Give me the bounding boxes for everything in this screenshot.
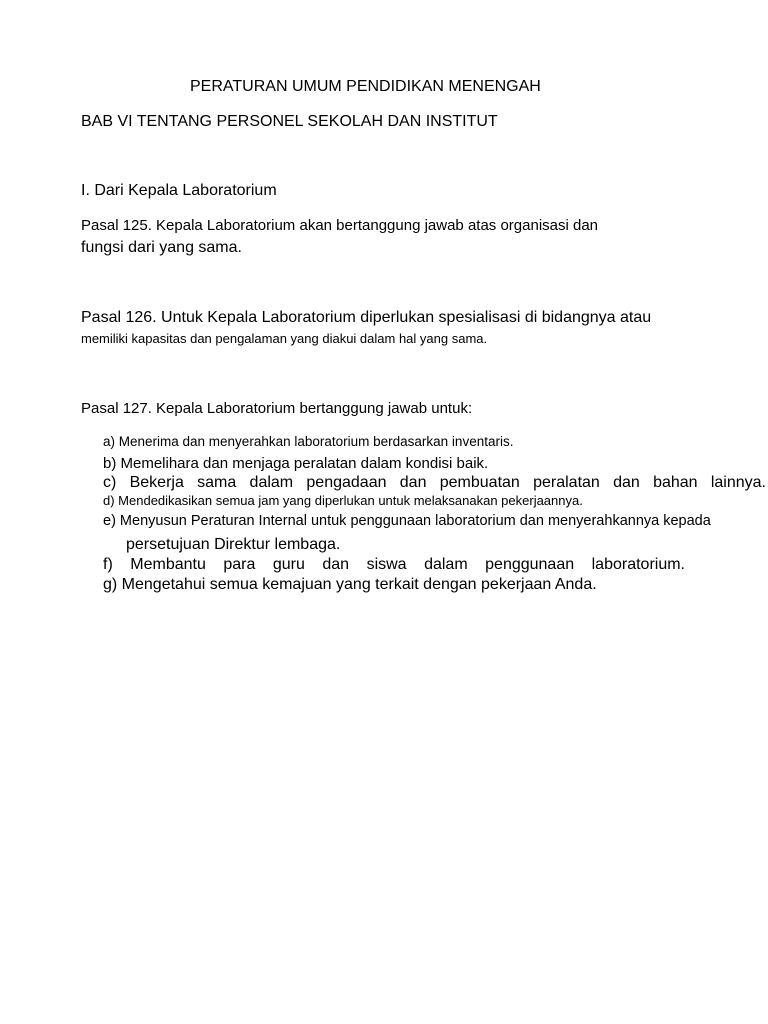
article-126-line-1: Pasal 126. Untuk Kepala Laboratorium diperlukan spesialisasi di bidangnya atau [81, 309, 652, 326]
list-item: f) Membantu para guru dan siswa dalam penggunaan laboratorium. [103, 556, 685, 573]
list-item: d) Mendedikasikan semua jam yang diperlukan untuk melaksanakan pekerjaannya. [103, 493, 583, 508]
list-item: b) Memelihara dan menjaga peralatan dalam kondisi baik. [103, 455, 489, 472]
article-125-line-1: Pasal 125. Kepala Laboratorium akan bertanggung jawab atas organisasi dan [81, 217, 599, 234]
list-item: e) Menyusun Peraturan Internal untuk penggunaan laboratorium dan menyerahkannya kepada [103, 513, 711, 529]
list-item: c) Bekerja sama dalam pengadaan dan pembuatan peralatan dan bahan lainnya. [103, 474, 766, 491]
article-127-intro: Pasal 127. Kepala Laboratorium bertanggung jawab untuk: [81, 400, 473, 417]
list-item-continuation: persetujuan Direktur lembaga. [126, 536, 341, 553]
document-title: PERATURAN UMUM PENDIDIKAN MENENGAH [190, 78, 541, 95]
article-125-line-2: fungsi dari yang sama. [81, 239, 242, 256]
chapter-heading: BAB VI TENTANG PERSONEL SEKOLAH DAN INSTITUT [81, 113, 498, 130]
article-126-line-2: memiliki kapasitas dan pengalaman yang diakui dalam hal yang sama. [81, 331, 488, 346]
list-item: a) Menerima dan menyerahkan laboratorium berdasarkan inventaris. [103, 434, 514, 449]
section-heading: I. Dari Kepala Laboratorium [81, 182, 277, 199]
list-item: g) Mengetahui semua kemajuan yang terkait dengan pekerjaan Anda. [103, 576, 597, 593]
